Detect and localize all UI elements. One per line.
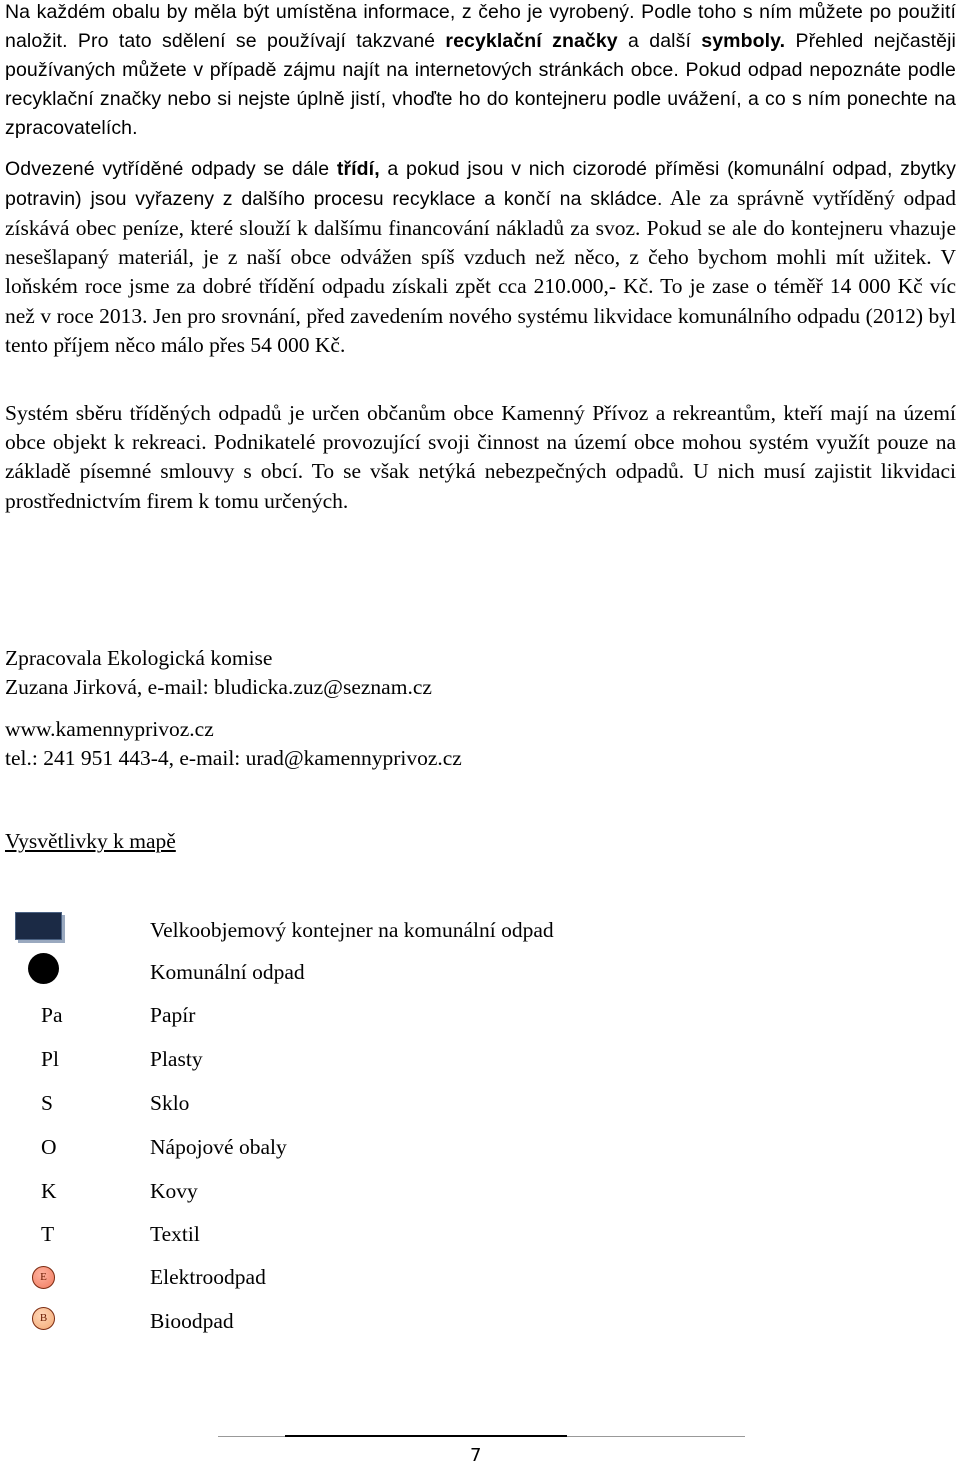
legend-label: Kovy — [150, 1179, 198, 1203]
website: www.kamennyprivoz.cz — [5, 717, 214, 741]
legend-code: K — [41, 1179, 57, 1203]
footer-divider-accent — [285, 1435, 567, 1437]
legend-item — [0, 1220, 960, 1260]
legend-label: Sklo — [150, 1091, 190, 1115]
legend-item — [0, 1177, 960, 1217]
legend-item — [0, 1045, 960, 1085]
legend-item — [0, 1001, 960, 1041]
orange-circle-icon: B — [32, 1307, 55, 1330]
paragraph2-bold-sorted: třídí, — [336, 158, 380, 180]
legend-item — [0, 1089, 960, 1129]
author-contact: Zuzana Jirková, e-mail: bludicka.zuz@seznam.cz — [5, 675, 432, 699]
red-circle-icon: E — [32, 1266, 55, 1289]
paragraph2-text-2: a pokud jsou v nich cizorodé příměsi (komunální odpad, zbytky potravin) jsou vyřazeny z dalšího procesu recyklace a končí na skládce. — [5, 158, 957, 210]
paragraph-recycling-labels — [5, 0, 956, 143]
legend-label: Bioodpad — [150, 1309, 234, 1333]
paragraph2-text-3: Ale za správně vytříděný odpad získává obec peníze, které slouží k dalšímu financování nákladů za svoz. Pokud se ale do kontejneru vhazuje nesešlapaný materiál, je z naší obce odvážen spíš vzduch než něco, z čeho bychom mohli mít užitek. V loňském roce jsme za dobré třídění odpadu získali zpět cca 210.000,- Kč. To je zase o téměř 14 000 Kč víc než v roce 2013. Jen pro srovnání, před zavedením nového systému likvidace komunálního odpadu (2012) byl tento příjem něco málo přes 54 000 Kč. — [5, 186, 956, 357]
legend-item — [0, 916, 960, 956]
legend-label: Komunální odpad — [150, 960, 305, 984]
phone-email: tel.: 241 951 443-4, e-mail: urad@kamennyprivoz.cz — [5, 746, 462, 770]
legend-item — [0, 1263, 960, 1303]
paragraph1-bold-symbols: symboly. — [701, 30, 786, 52]
prepared-by: Zpracovala Ekologická komise — [5, 646, 273, 670]
legend-label: Velkoobjemový kontejner na komunální odpad — [150, 918, 554, 942]
paragraph1-bold-recycling-marks: recyklační značky — [445, 30, 618, 52]
paragraph1-text-1: Na každém obalu by měla být umístěna informace, z čeho je vyrobený. Podle toho s ním můžete po použití naložit. Pro tato sdělení se používají takzvané — [5, 1, 956, 52]
legend-label: Nápojové obaly — [150, 1135, 287, 1159]
legend-code: Pa — [41, 1003, 63, 1027]
legend-item — [0, 1307, 960, 1347]
legend-code: O — [41, 1135, 57, 1159]
legend-title: Vysvětlivky k mapě — [5, 829, 176, 853]
legend-label: Plasty — [150, 1047, 203, 1071]
legend-item — [0, 958, 960, 998]
page-number: 7 — [470, 1445, 482, 1466]
legend-label: Elektroodpad — [150, 1265, 266, 1289]
legend-code: S — [41, 1091, 53, 1115]
paragraph-collection-system: Systém sběru tříděných odpadů je určen občanům obce Kamenný Přívoz a rekreantům, kteří mají na území obce objekt k rekreaci. Podnikatelé provozující svoji činnost na území obce mohou systém využít pouze na základě písemné smlouvy s obcí. To se však netýká nebezpečných odpadů. U nich musí zajistit likvidaci prostřednictvím firem k tomu určených. — [5, 401, 956, 513]
paragraph1-text-3: Přehled nejčastěji používaných můžete v případě zájmu najít na internetových stránkách obce. Pokud odpad nepoznáte podle recyklační značky nebo si nejste úplně jistí, vhoďte ho do kontejneru podle uvážení, a co s ním ponechte na zpracovatelích. — [5, 30, 956, 139]
paragraph-sorting-revenue — [5, 155, 956, 360]
legend-code: T — [41, 1222, 55, 1246]
legend-label: Papír — [150, 1003, 196, 1027]
paragraph1-text-2: a další — [617, 30, 702, 52]
legend-label: Textil — [150, 1222, 200, 1246]
legend-item — [0, 1133, 960, 1173]
legend-code: Pl — [41, 1047, 59, 1071]
paragraph2-text-1: Odvezené vytříděné odpady se dále — [5, 158, 337, 180]
